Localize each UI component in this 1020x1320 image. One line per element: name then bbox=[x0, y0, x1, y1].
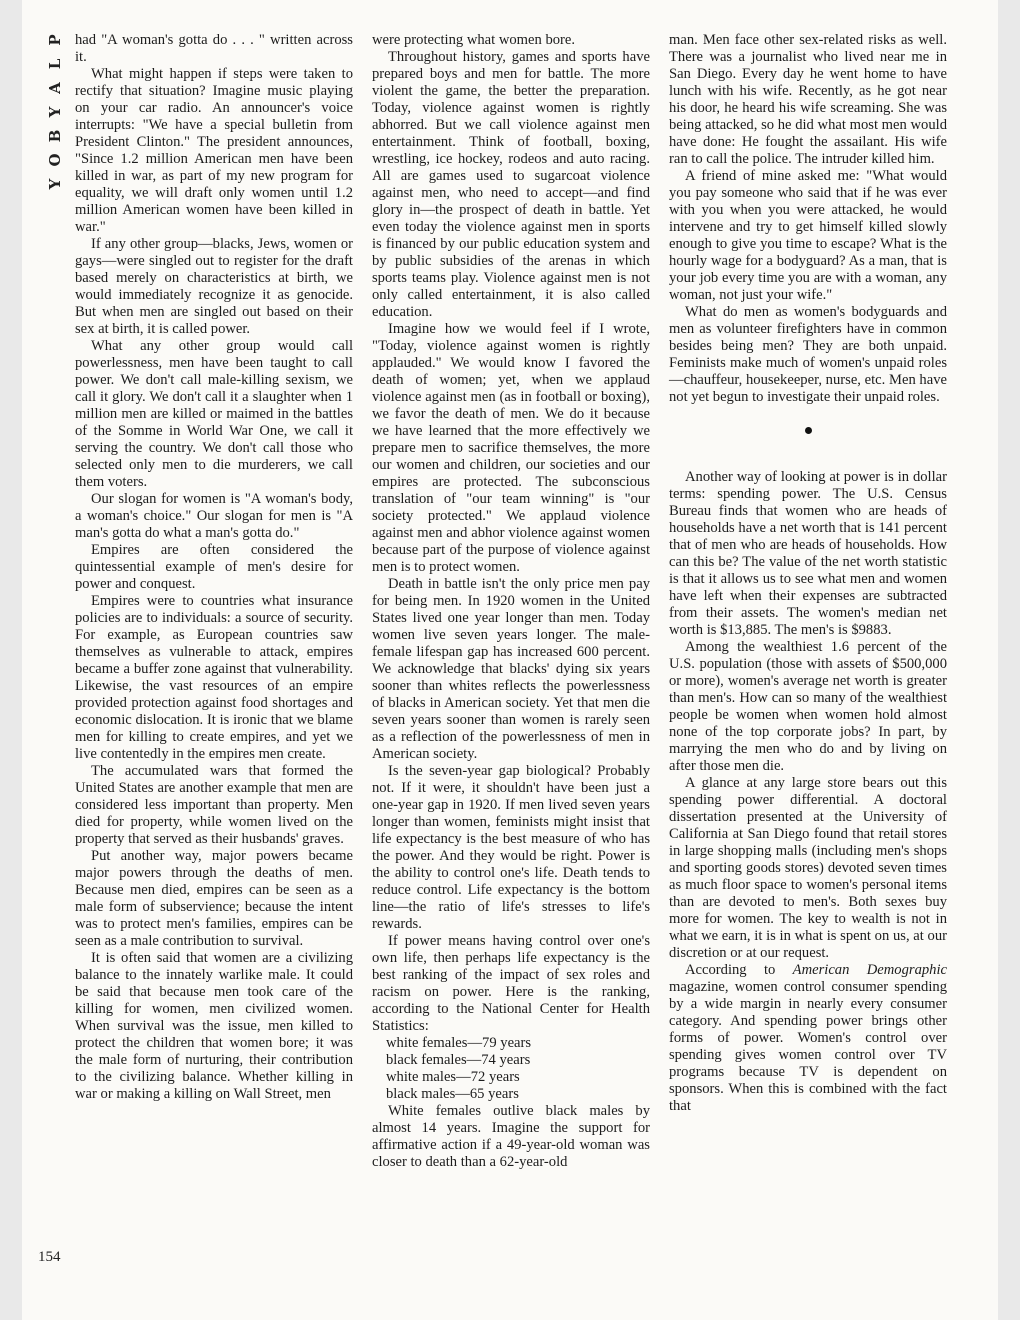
masthead-letter: A bbox=[46, 82, 64, 94]
paragraph: What any other group would call powerlessness, men have been taught to call power. We don't call male-killing sexism, we call it glory. We don't call it a slaughter when 1 million men are killed or maimed in the battles of the Somme in World War One, we call it serving the country. We don't call those who selected only men to die murderers, we call them voters. bbox=[75, 338, 353, 490]
paragraph: What do men as women's bodyguards and men as volunteer firefighters have in common besides being men? They are both unpaid. Feminists make much of women's unpaid roles—chauffeur, housekeeper, nurse, etc. Men have not yet begun to investigate their unpaid roles. bbox=[669, 304, 947, 405]
list-item: white females—79 years bbox=[386, 1035, 532, 1051]
paragraph: Is the seven-year gap biological? Probably not. If it were, it shouldn't have been just a one-year gap in 1920. If men lived seven years longer than women, feminists might insist that life expectancy is the best measure of who has the power. And they would be right. Power is the ability to control one's life. Death tends to reduce control. Life expectancy is the bottom line—the ratio of life's stresses to life's rewards. bbox=[372, 763, 650, 932]
paragraph bbox=[669, 962, 947, 1115]
paragraph: were protecting what women bore. bbox=[372, 32, 576, 48]
text-column-3 bbox=[669, 32, 947, 1115]
paragraph: had "A woman's gotta do . . . " written across it. bbox=[75, 32, 353, 65]
masthead-letter: B bbox=[46, 129, 64, 143]
paragraph: man. Men face other sex-related risks as well. There was a journalist who lived near me in San Diego. Every day he went home to have lunch with his wife. Recently, as he got near his door, he heard his wife screaming. She was being attacked, so he did what most men would have done: He fought the assailant. His wife ran to call the police. The intruder killed him. bbox=[669, 32, 947, 167]
paragraph: Empires were to countries what insurance policies are to individuals: a source of security. For example, as European countries saw themselves as vulnerable to attack, empires became a buffer zone against that vulnerability. Likewise, the vast resources of an empire provided protection against food shortages and economic dislocation. It is ironic that we blame men for killing to create empires, and yet we live contentedly in the empires men create. bbox=[75, 593, 353, 762]
paragraph: A glance at any large store bears out this spending power differential. A doctoral dissertation presented at the University of California at San Diego found that retail stores in large shopping malls (including men's shops and sporting goods stores) devoted seven times as much floor space to women's personal items than are devoted to men's. Both sexes buy more for women. The key to wealth is not in what we earn, it is in what is spent on us, at our discretion or at our request. bbox=[669, 775, 947, 961]
paragraph: Put another way, major powers became major powers through the deaths of men. Because men died, empires can be seen as a male form of subservience; because the intent was to protect men's families, empires can be seen as a male contribution to survival. bbox=[75, 848, 353, 949]
paragraph: White females outlive black males by almost 14 years. Imagine the support for affirmative action if a 49-year-old woman was closer to death than a 62-year-old bbox=[372, 1103, 650, 1170]
paragraph: Throughout history, games and sports have prepared boys and men for battle. The more violent the game, the better the preparation. Today, violence against women is rightly abhorred. But we call violence against men entertainment. Think of football, boxing, wrestling, ice hockey, rodeos and auto racing. All are games used to sugarcoat violence against men, who need to accept—and find glory in—the prospect of death in battle. Yet even today the violence against men in sports is financed by our public education system and by public subsidies of the arenas in which sports teams play. Violence against men is not only called entertainment, it is also called education. bbox=[372, 49, 650, 320]
bullet-dot-icon bbox=[805, 427, 812, 434]
paragraph: What might happen if steps were taken to rectify that situation? Imagine music playing on your car radio. An announcer's voice interrupts: "We have a special bulletin from President Clinton." The president announces, "Since 1.2 million American men have been killed in war, as part of my new program for equality, we will draft only women until 1.2 million American women have been killed in war." bbox=[75, 66, 353, 235]
page-number: 154 bbox=[38, 1249, 61, 1265]
paragraph: Death in battle isn't the only price men pay for being men. In 1920 women in the United States lived one year longer than men. Today women live seven years longer. The male-female lifespan gap has increased 600 percent. We acknowledge that blacks' dying six years sooner than whites reflects the powerlessness of blacks in American society. Yet that men die seven years sooner than women is rarely seen as a reflection of the powerlessness of men in American society. bbox=[372, 576, 650, 762]
masthead-letter: Y bbox=[46, 106, 64, 118]
paragraph: Imagine how we would feel if I wrote, "Today, violence against women is rightly applauded." We would know I favored the death of women; yet, when we applaud violence against men (as in football or boxing), we favor the death of men. We do it because we have learned that the more effectively we prepare men to sacrifice themselves, the more our women and children, our societies and our empires are protected. The subconscious translation of "our team winning" is "our society protected." We applaud violence against men and abhor violence against women because part of the purpose of violence against men is to protect women. bbox=[372, 321, 650, 575]
masthead-vertical bbox=[40, 28, 70, 196]
paragraph: Empires are often considered the quintessential example of men's desire for power and conquest. bbox=[75, 542, 353, 592]
masthead-letter: P bbox=[46, 34, 64, 46]
magazine-page bbox=[22, 0, 998, 1320]
masthead-letter: Y bbox=[46, 178, 64, 190]
paragraph: Among the wealthiest 1.6 percent of the U.S. population (those with assets of $500,000 or more), women's average net worth is greater than men's. How can so many of the wealthiest people be women when women hold almost none of the top corporate jobs? In part, by marrying the men who do and by living on after those men die. bbox=[669, 639, 947, 774]
text-column-2 bbox=[372, 32, 650, 1171]
section-break-bullet bbox=[669, 422, 947, 439]
list-item: black females—74 years bbox=[386, 1052, 531, 1068]
masthead-letter: O bbox=[46, 153, 64, 167]
paragraph: Another way of looking at power is in dollar terms: spending power. The U.S. Census Bureau finds that women who are heads of households have a net worth that is 141 percent that of men who are heads of households. How can this be? The value of the net worth statistic is that it allows us to see what men and women have left when their expenses are subtracted from their assets. The women's median net worth is $13,885. The men's is $9883. bbox=[669, 469, 947, 638]
paragraph: If power means having control over one's own life, then perhaps life expectancy is the best ranking of the impact of sex roles and racism on power. Here is the ranking, according to the National Center for Health Statistics: bbox=[372, 933, 650, 1034]
paragraph: A friend of mine asked me: "What would you pay someone who said that if he was ever with you when you were attacked, he would intervene and try to get himself killed slowly enough to give you time to escape? What is the hourly wage for a bodyguard? As a man, that is your job every time you are with a woman, any woman, not just your wife." bbox=[669, 168, 947, 303]
paragraph: It is often said that women are a civilizing balance to the innately warlike male. It could be said that because men took care of the killing for women, men civilized women. When survival was the issue, men killed to protect the children that women bore; it was the male form of nurturing, their contribution to the civilizing balance. Whether killing in war or making a killing on Wall Street, men bbox=[75, 950, 353, 1102]
paragraph: Our slogan for women is "A woman's body, a woman's choice." Our slogan for men is "A man's gotta do what a man's gotta do." bbox=[75, 491, 353, 541]
text-run: magazine, women control consumer spending by a wide margin in nearly every consumer category. And spending power brings other forms of power. Women's control over spending gives women control over TV programs because TV is dependent on sponsors. When this is combined with the fact that bbox=[669, 979, 947, 1114]
masthead-letter: L bbox=[46, 58, 64, 70]
list-item: black males—65 years bbox=[386, 1086, 519, 1102]
text-column-1 bbox=[75, 32, 353, 1103]
text-run: According to bbox=[685, 962, 793, 978]
paragraph: If any other group—blacks, Jews, women or gays—were singled out to register for the draft based merely on characteristics at birth, we would immediately recognize it as genocide. But when men are singled out based on their sex at birth, it is called power. bbox=[75, 236, 353, 337]
list-item: white males—72 years bbox=[386, 1069, 520, 1085]
publication-title: American Demographic bbox=[792, 962, 947, 978]
paragraph: The accumulated wars that formed the United States are another example that men are considered less important than property. Men died for property, while women lived on the property that served as their husbands' graves. bbox=[75, 763, 353, 847]
life-expectancy-list bbox=[372, 1035, 650, 1103]
